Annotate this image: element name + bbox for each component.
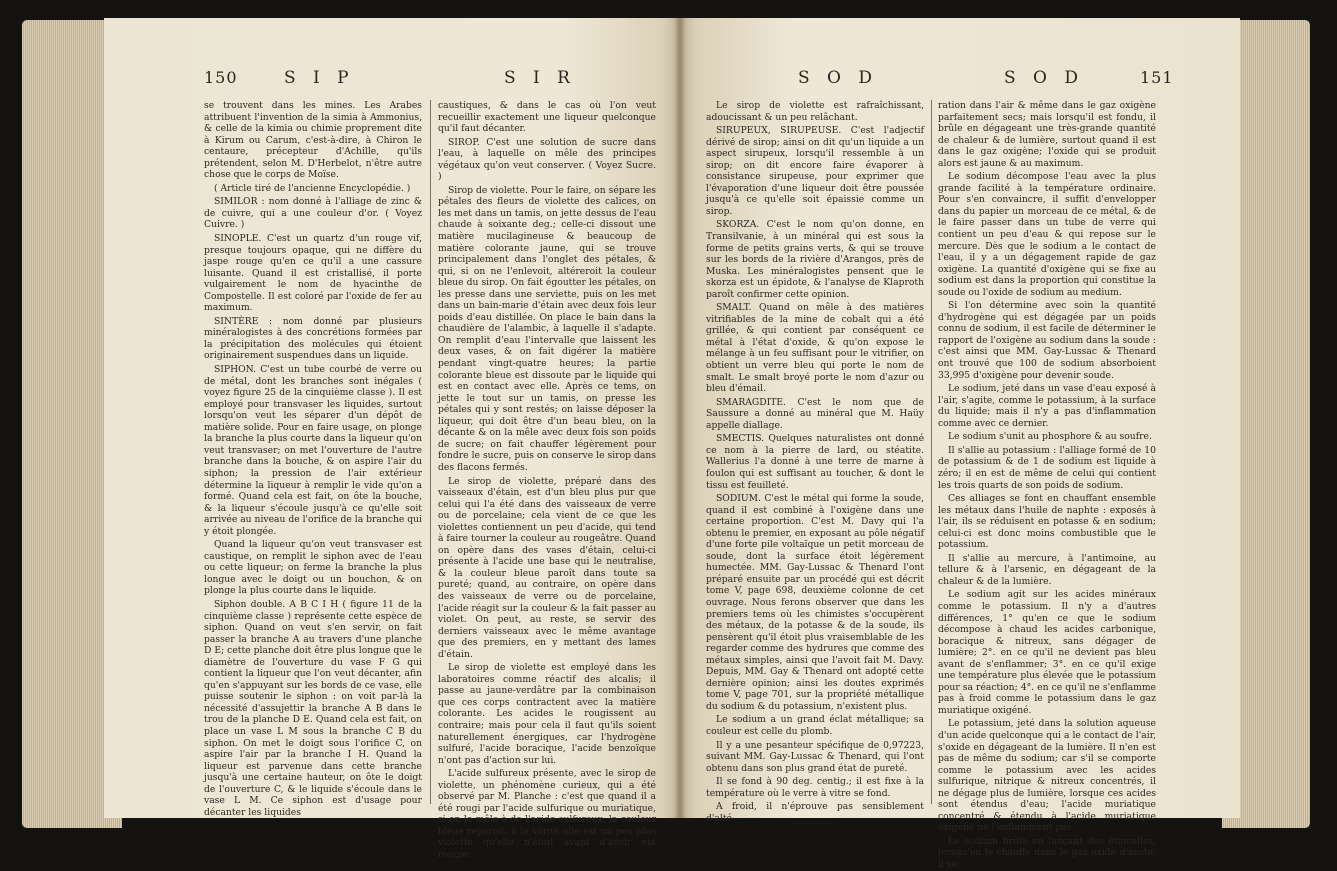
paragraph: Il s'allie au potassium : l'alliage formé de 10 de potassium & de 1 de sodium est liquide à zéro; il en est de même de celui qui contient les trois quarts de son poids de sodium. <box>938 444 1156 491</box>
right-page-column-2 <box>938 100 1156 870</box>
paragraph: Le potassium, jeté dans la solution aqueuse d'un acide quelconque qui a le contact de l'air, s'oxide en dégageant de la lumière. Il n'en est pas de même du sodium; car s'il se comporte comme le potassium avec les acides sulfurique, nitrique & nitreux concentrés, il ne dégage plus de lumière, lorsque ces acides sont étendus d'eau; l'acide muriatique concentré & étendu à l'acide muriatique oxigéné ne l'enflamment pas. <box>938 718 1156 834</box>
paragraph: SIROP. C'est une solution de sucre dans l'eau, à laquelle on mêle des principes végétaux qu'on veut conserver. ( Voyez Sucre. ) <box>438 136 656 183</box>
paragraph: SKORZA. C'est le nom qu'on donne, en Transilvanie, à un minéral qui est sous la forme de petits grains verts, & qui se trouve sur les bords de la rivière d'Arangos, près de Muska. Les minéralogistes pensent que le skorza est un épidote, & l'analyse de Klaproth paroît confirmer cette opinion. <box>706 219 924 300</box>
paragraph: Ces alliages se font en chauffant ensemble les métaux dans l'huile de naphte : exposés à l'air, ils se réduisent en potasse & en sodium; celui-ci est donc moins combustible que le potassium. <box>938 493 1156 551</box>
paragraph: SIMILOR : nom donné à l'alliage de zinc & de cuivre, qui a une couleur d'or. ( Voyez Cuivre. ) <box>204 196 422 231</box>
paragraph: SODIUM. C'est le métal qui forme la soude, quand il est combiné à l'oxigène dans une certaine proportion. C'est M. Davy qui l'a obtenu le premier, en exposant au pôle négatif d'une forte pile voltaïque un petit morceau de soude, dont la surface étoit légèrement humectée. MM. Gay-Lussac & Thenard l'ont préparé ensuite par un procédé qui est décrit tome V, page 698, deuxième colonne de cet ouvrage. Nous ferons observer que dans les premiers tems où les chimistes s'occupèrent des métaux, de la potasse & de la soude, ils pensèrent qu'il étoit plus vraisemblable de les regarder comme des hydrures que comme des métaux simples, ainsi que l'avoit fait M. Davy. Depuis, MM. Gay & Thenard ont adopté cette dernière opinion; ainsi les doutes exprimés tome V, page 701, sur la propriété métallique du sodium & du potassium, n'existent plus. <box>706 493 924 712</box>
right-page-column-1 <box>706 100 924 824</box>
left-page-header <box>104 68 680 92</box>
column-rule <box>430 100 431 804</box>
page-number: 151 <box>1140 68 1174 87</box>
paragraph: A froid, il n'éprouve pas sensiblement d'alté- <box>706 801 924 824</box>
paragraph: SMALT. Quand on mêle à des matières vitrifiables de la mine de cobalt qui a été grillée, & qui contient par conséquent ce métal à l'état d'oxide, & qu'on expose le mélange à un feu suffisant pour le vitrifier, on obtient un verre bleu qui porte le nom de smalt. Le smalt broyé porte le nom d'azur ou bleu d'émail. <box>706 302 924 395</box>
paragraph: Si l'on détermine avec soin la quantité d'hydrogène qui est dégagée par un poids connu de sodium, il est facile de déterminer le rapport de l'oxigène au sodium dans la soude : c'est ainsi que MM. Gay-Lussac & Thenard ont trouvé que 100 de sodium absorboient 33,995 d'oxigène pour devenir soude. <box>938 300 1156 381</box>
paragraph: Le sirop de violette est employé dans les laboratoires comme réactif des alcalis; il passe au jaune-verdâtre par la combinaison que ces corps contractent avec la matière colorante. Les acides le rougissent au contraire; mais pour cela il faut qu'ils soient naturellement énergiques, car l'hydrogène sulfuré, l'acide boracique, l'acide benzoïque n'ont pas d'action sur lui. <box>438 662 656 766</box>
paragraph: ( Article tiré de l'ancienne Encyclopédie. ) <box>214 182 411 194</box>
paragraph: Le sirop de violette, préparé dans des vaisseaux d'étain, est d'un bleu plus pur que celui qui l'a été dans des vaisseaux de verre ou de porcelaine; cela vient de ce que les violettes contiennent un peu d'acide, qui tend à faire tourner la couleur au rougeâtre. Quand on opère dans des vases d'étain, celui-ci présente à l'acide une base qui le neutralise, & la couleur bleue paroît dans toute sa pureté; quand, au contraire, on opère dans des vaisseaux de verre ou de porcelaine, l'acide réagit sur la couleur & la fait passer au violet. On peut, au reste, se servir des derniers vaisseaux avec le même avantage que des premiers, en y mettant des lames d'étain. <box>438 475 656 660</box>
paragraph: Le sodium décompose l'eau avec la plus grande facilité à la température ordinaire. Pour s'en convaincre, il suffit d'envelopper dans du papier un morceau de ce métal, & de le faire passer dans un tube de verre qui contient un peu d'eau & qui repose sur le mercure. Dès que le sodium a le contact de l'eau, il y a un dégagement rapide de gaz oxigène. La quantité d'oxigène qui se fixe au sodium est dans la proportion qui constitue la soude ou l'oxide de sodium au medium. <box>938 171 1156 298</box>
paragraph: Il se fond à 90 deg. centig.; il est fixe à la température où le verre à vitre se fond. <box>706 776 924 799</box>
paragraph: ration dans l'air & même dans le gaz oxigène parfaitement secs; mais lorsqu'il est fondu, il brûle en dégageant une très-grande quantité de chaleur & de lumière, surtout quand il est dans le gaz oxigène; l'oxide qui se produit alors est jaune & au maximum. <box>938 100 1156 169</box>
paragraph: SIPHON. C'est un tube courbé de verre ou de métal, dont les branches sont inégales ( voyez figure 25 de la cinquième classe ). Il est employé pour transvaser les liquides, surtout lorsqu'on veut les séparer d'un dépôt de matière solide. Pour en faire usage, on plonge la branche la plus courte dans la liqueur qu'on veut transvaser; on met l'ouverture de l'autre branche dans la bouche, & on aspire l'air du siphon; la pression de l'air extérieur détermine la liqueur à remplir le vide qu'on a formé. Quand cela est fait, on ôte la bouche, & la liqueur s'écoule jusqu'à ce qu'elle soit arrivée au niveau de l'orifice de la branche qui y étoit plongée. <box>204 364 422 537</box>
paragraph: Le sodium, jeté dans un vase d'eau exposé à l'air, s'agite, comme le potassium, à la surface du liquide; mais il n'y a pas d'inflammation comme avec ce dernier. <box>938 383 1156 429</box>
paragraph: Le sodium brûle en lançant des étincelles, lorsqu'on le chauffe dans le gaz oxide d'azote; il se <box>938 835 1156 870</box>
paragraph: Siphon double. A B C I H ( figure 11 de la cinquième classe ) représente cette espèce de siphon. Quand on veut s'en servir, on fait passer la branche A au travers d'une planche D E; cette planche doit être plus longue que le diamètre de l'ouverture du vase F G qui contient la liqueur que l'on veut décanter, afin qu'en s'appuyant sur les bords de ce vase, elle puisse soutenir le siphon : on voit par-là la nécessité d'assujettir la branche A B dans le trou de la planche D E. Quand cela est fait, on place un vase L M sous la branche C B du siphon. On met le doigt sous l'orifice C, on aspire l'air par la branche I H. Quand la liqueur est parvenue dans cette branche jusqu'à une certaine hauteur, on ôte le doigt de l'ouverture C, & le liquide s'écoule dans le vase L M. Ce siphon est d'usage pour décanter les liquides <box>204 598 422 818</box>
paragraph: Il y a une pesanteur spécifique de 0,97223, suivant MM. Gay-Lussac & Thenard, qui l'ont obtenu dans son plus grand état de pureté. <box>706 739 924 774</box>
paragraph: SMARAGDITE. C'est le nom que de Saussure a donné au minéral que M. Haüy appelle diallage. <box>706 396 924 431</box>
running-head: S I R <box>504 68 576 88</box>
left-page-column-2 <box>438 100 656 860</box>
book-gutter <box>674 18 686 818</box>
column-rule <box>931 100 932 804</box>
left-page <box>104 18 680 860</box>
left-page-column-1 <box>204 100 422 818</box>
running-head: S O D <box>798 68 879 88</box>
paragraph: L'acide sulfureux présente, avec le sirop de violette, un phénomène curieux, qui a été observé par M. Planche : c'est que quand il a été rougi par l'acide sulfurique ou muriatique, si on le mêle à de l'acide sulfureux, la couleur bleue reparoît; à la vérité elle est un peu plus violette qu'elle n'étoit avant d'avoir été rougie. <box>438 768 656 860</box>
paragraph: se trouvent dans les mines. Les Arabes attribuent l'invention de la simia à Ammonius, & celle de la kimia ou chimie proprement dite à Kirum ou Carum, c'est-à-dire, à Chiron le centaure, précepteur d'Achille, qu'ils prétendent, selon M. D'Herbelot, n'être autre chose que le corps de Moïse. <box>204 100 422 181</box>
right-page <box>680 18 1240 870</box>
paragraph: Il s'allie au mercure, à l'antimoine, au tellure & à l'arsenic, en dégageant de la chaleur & de la lumière. <box>938 552 1156 587</box>
paragraph: Sirop de violette. Pour le faire, on sépare les pétales des fleurs de violette des calices, on les met dans un tamis, on jette dessus de l'eau chaude à soixante deg.; celle-ci dissout une matière mucilagineuse & beaucoup de matière colorante jaune, qui se trouve principalement dans l'onglet des pétales, & qui, si on ne l'enlevoit, altéreroit la couleur bleue du sirop. On fait égoutter les pétales, on les presse dans une serviette, puis on les met dans un bain-marie d'étain avec deux fois leur poids d'eau distillée. On place le bain dans la chaudière de l'alambic, à laquelle il s'adapte. On remplit d'eau l'intervalle que laissent les deux vases, & on fait digérer la matière pendant vingt-quatre heures; la partie colorante bleue est dissoute par le liquide qui est en contact avec elle. Après ce tems, on jette le tout sur un tamis, on presse les pétales qui y sont restés; on laisse déposer la liqueur, qui doit être d'un beau bleu, on la décante & on la mêle avec deux fois son poids de sucre; on fait chauffer légèrement pour fondre le sucre, puis on conserve le sirop dans des flacons fermés. <box>438 184 656 473</box>
paragraph: caustiques, & dans le cas où l'on veut recueillir exactement une liqueur quelconque qu'il faut décanter. <box>438 100 656 135</box>
paragraph: SIRUPEUX, SIRUPEUSE. C'est l'adjectif dérivé de sirop; ainsi on dit qu'un liquide a un aspect sirupeux, lorsqu'il ressemble à un sirop; on dit encore faire évaporer à consistance sirupeuse, pour exprimer que l'évaporation d'une liqueur doit être poussée jusqu'à ce qu'elle soit épaissie comme un sirop. <box>706 125 924 217</box>
paragraph: Le sodium agit sur les acides minéraux comme le potassium. Il n'y a d'autres différences, 1° qu'en ce que le sodium décompose à chaud les acides carbonique, boracique & nitreux, sans dégager de lumière; 2°. en ce qu'il ne devient pas bleu avant de s'enflammer; 3°. en ce qu'il exige une température plus élevée que le potassium pour sa réaction; 4°. en ce qu'il ne s'enflamme pas à froid comme le potassium dans le gaz muriatique oxigéné. <box>938 589 1156 716</box>
paragraph: Le sodium s'unit au phosphore & au soufre. <box>948 431 1152 443</box>
page-number: 150 <box>204 68 238 87</box>
running-head: S I P <box>284 68 355 88</box>
running-head: S O D <box>1004 68 1085 88</box>
right-page-header <box>680 68 1240 92</box>
paragraph: SINOPLE. C'est un quartz d'un rouge vif, presque toujours opaque, qui ne diffère du jaspe rouge qu'en ce qu'il a une cassure luisante. Quand il est cristallisé, il porte vulgairement le nom de hyacinthe de Compostelle. Il est coloré par l'oxide de fer au maximum. <box>204 233 422 314</box>
paragraph: Quand la liqueur qu'on veut transvaser est caustique, on remplit le siphon avec de l'eau ou cette liqueur; on ferme la branche la plus longue avec le doigt ou un bouchon, & on plonge la plus courte dans le liquide. <box>204 539 422 597</box>
paragraph: SINTÈRE : nom donné par plusieurs minéralogistes à des concrétions formées par la précipitation des molécules qui étoient originairement suspendues dans un liquide. <box>204 315 422 362</box>
paragraph: SMECTIS. Quelques naturalistes ont donné ce nom à la pierre de lard, ou stéatite. Wallerius l'a donné à une terre de marne à foulon qui est suffisant au toucher, & dont le tissu est feuilleté. <box>706 433 924 491</box>
paragraph: Le sodium a un grand éclat métallique; sa couleur est celle du plomb. <box>706 714 924 737</box>
paragraph: Le sirop de violette est rafraîchissant, adoucissant & un peu relâchant. <box>706 100 924 123</box>
open-book <box>8 14 1330 870</box>
